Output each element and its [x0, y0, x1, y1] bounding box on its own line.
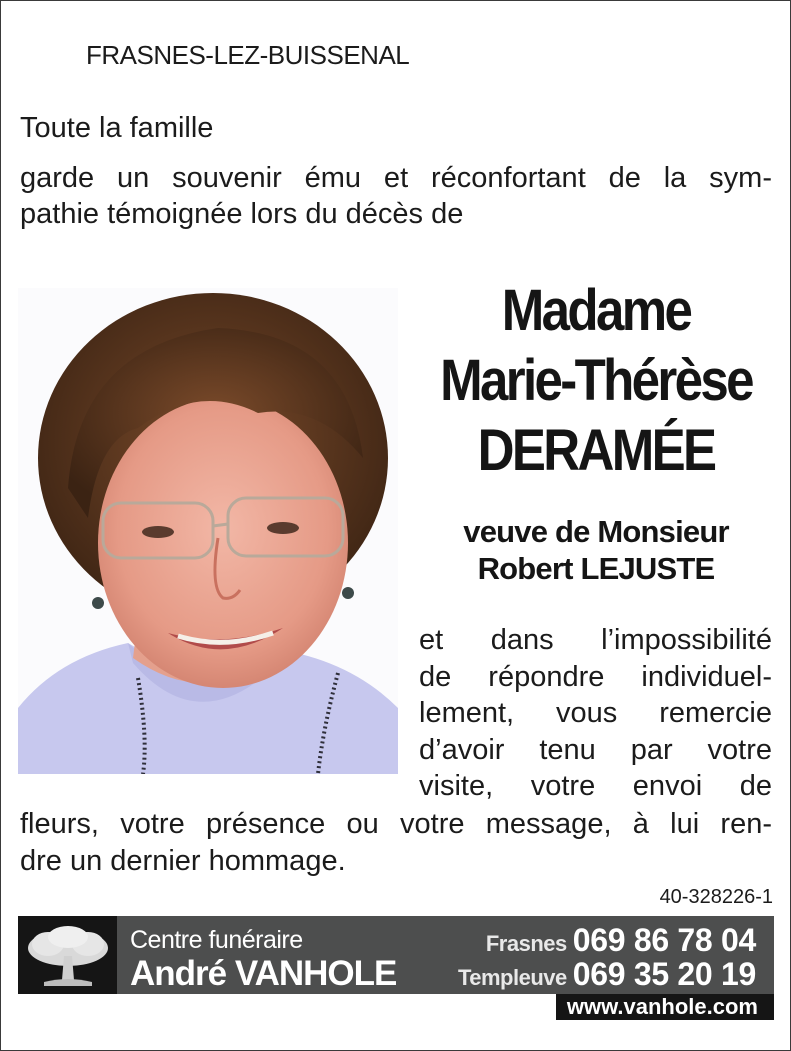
deceased-name-block [410, 276, 782, 486]
intro-line-1: Toute la famille [20, 112, 214, 144]
message-line: visite, votre envoi de [419, 770, 772, 802]
spouse-block [410, 513, 782, 587]
funeral-home-line-1: Centre funéraire [130, 926, 303, 954]
intro-line-2b: pathie témoignée lors du décès de [20, 198, 464, 230]
website-box [556, 994, 774, 1020]
message-line: et dans l’impossibilité [419, 624, 772, 656]
message-line: de répondre individuel- [419, 660, 772, 693]
message-line: fleurs, votre présence ou votre message, à lui ren- [20, 808, 772, 840]
town-frasnes: Frasnes [485, 931, 567, 956]
funeral-home-name: André VANHOLE [130, 954, 397, 993]
funeral-home-banner [18, 916, 774, 994]
tree-icon [24, 924, 112, 988]
phone-row-templeuve [458, 956, 756, 993]
intro-paragraph [20, 160, 772, 232]
portrait-photo [18, 288, 398, 774]
logo-box [18, 916, 117, 994]
portrait-illustration [18, 288, 398, 774]
website-url: www.vanhole.com [566, 994, 758, 1019]
phone-templeuve: 069 35 20 19 [572, 956, 756, 992]
phone-row-frasnes [486, 922, 756, 959]
message-line: dre un dernier hommage. [20, 844, 346, 877]
location-heading: FRASNES-LEZ-BUISSENAL [86, 40, 410, 70]
message-line: d’avoir tenu par votre [419, 733, 772, 766]
deceased-first-name: Marie-Thérèse [440, 348, 752, 413]
message-right-column [419, 622, 772, 805]
spouse-line-1: veuve de Monsieur [463, 514, 729, 549]
town-templeuve: Templeuve [457, 965, 567, 990]
intro-line-2a: garde un souvenir ému et réconfortant de la sym- [20, 162, 772, 194]
deceased-title: Madame [501, 278, 691, 343]
deceased-last-name: DERAMÉE [477, 418, 715, 483]
phone-frasnes: 069 86 78 04 [572, 922, 756, 958]
message-line: lement, vous remercie [419, 697, 772, 729]
spouse-line-2: Robert LEJUSTE [477, 551, 715, 586]
reference-number: 40-328226-1 [659, 886, 773, 908]
message-full-width [20, 806, 772, 879]
